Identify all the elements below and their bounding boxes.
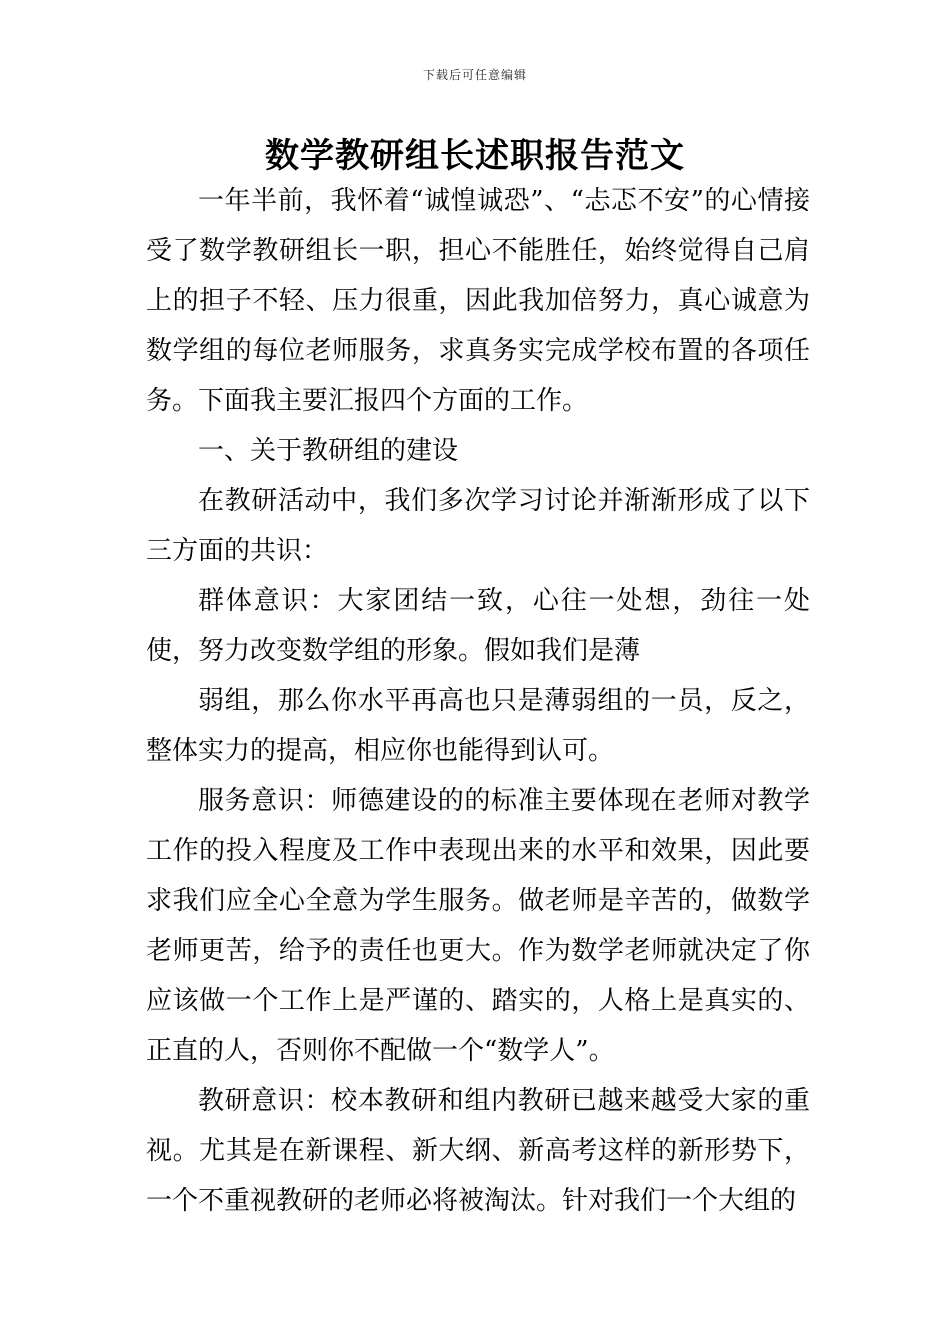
header-note: 下载后可任意编辑	[422, 68, 527, 82]
document-title: 数学教研组长述职报告范文	[265, 136, 685, 176]
section-heading-team-building: 一、关于教研组的建设	[198, 436, 459, 466]
paragraph-group-awareness: 群体意识：大家团结一致，心往一处想，劲往一处使，努力改变数学组的形象。假如我们是薄	[146, 586, 810, 666]
paragraph-intro: 一年半前，我怀着“诚惶诚恐”、“忐忑不安”的心情接受了数学教研组长一职，担心不能胜任，始终觉得自己肩上的担子不轻、压力很重，因此我加倍努力，真心诚意为数学组的每位老师服务，求真务实完成学校布置的各项任务。下面我主要汇报四个方面的工作。	[146, 186, 810, 416]
document-body	[146, 176, 810, 1226]
paragraph-group-awareness-cont: 弱组，那么你水平再高也只是薄弱组的一员，反之，整体实力的提高，相应你也能得到认可。	[146, 686, 810, 766]
paragraph-research-awareness: 教研意识：校本教研和组内教研已越来越受大家的重视。尤其是在新课程、新大纲、新高考这样的新形势下，一个不重视教研的老师必将被淘汰。针对我们一个大组的	[146, 1086, 810, 1216]
paragraph-consensus: 在教研活动中，我们多次学习讨论并渐渐形成了以下三方面的共识：	[146, 486, 810, 566]
paragraph-service-awareness: 服务意识：师德建设的的标准主要体现在老师对教学工作的投入程度及工作中表现出来的水平和效果，因此要求我们应全心全意为学生服务。做老师是辛苦的，做数学老师更苦，给予的责任也更大。作为数学老师就决定了你应该做一个工作上是严谨的、踏实的，人格上是真实的、正直的人，否则你不配做一个“数学人”。	[146, 786, 810, 1066]
